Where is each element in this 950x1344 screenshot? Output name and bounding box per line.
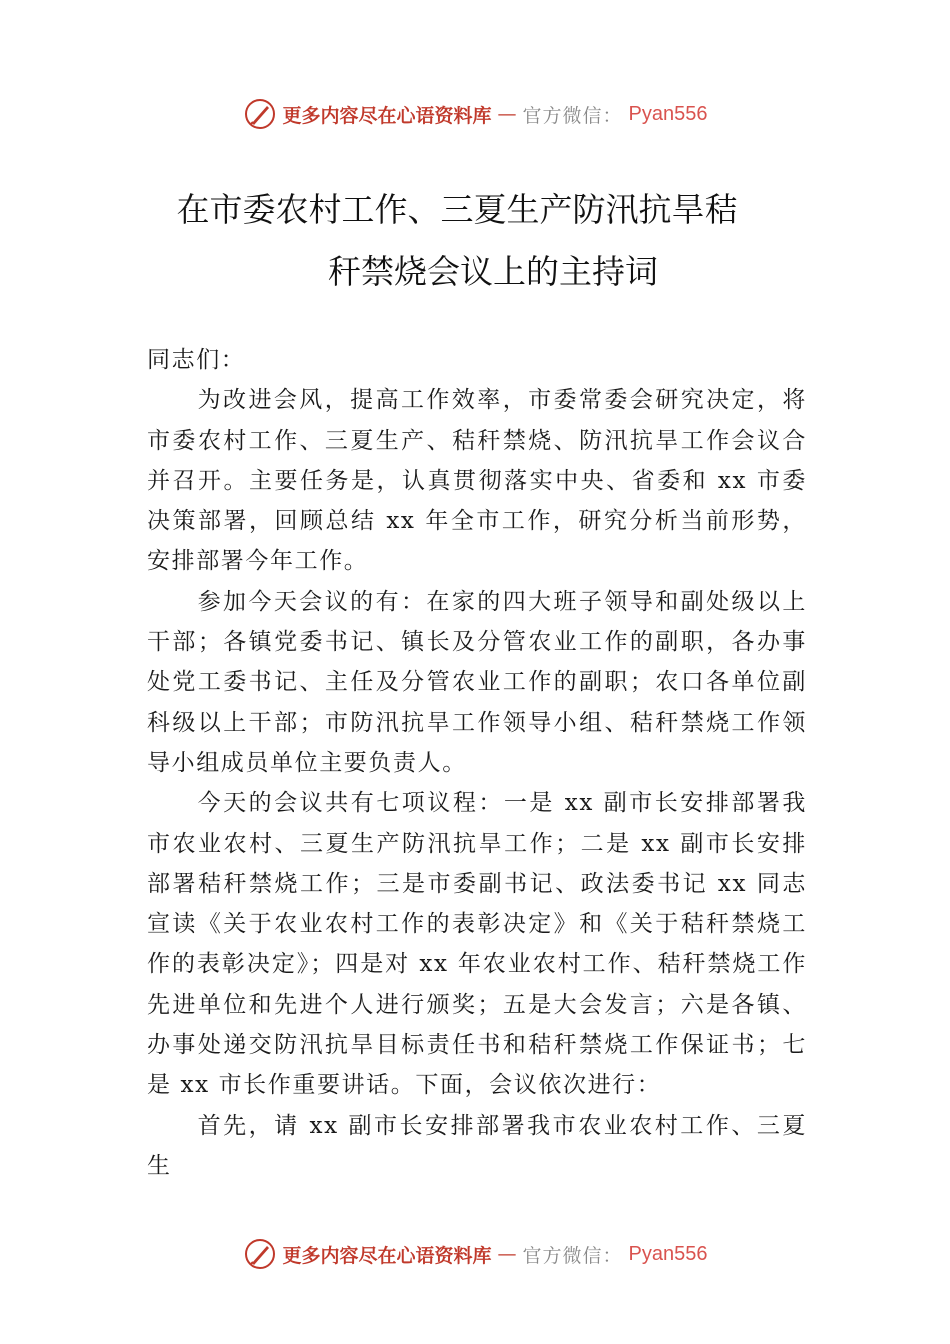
banner-wechat-label: 官方微信：: [522, 1244, 623, 1267]
document-title-line-2: 秆禁烧会议上的主持词: [328, 252, 658, 291]
footer-banner: [0, 1232, 950, 1276]
quill-pen-logo-icon: [243, 1237, 277, 1271]
banner-wechat-id: Pyan556: [628, 102, 708, 125]
paragraph: 首先，请 xx 副市长安排部署我市农业农村工作、三夏生: [147, 1112, 807, 1179]
banner-dash: —: [497, 1243, 517, 1265]
document-body: [147, 340, 807, 1186]
document-title-line-1: 在市委农村工作、三夏生产防汛抗旱秸: [176, 190, 738, 229]
banner-wechat-id: Pyan556: [628, 1242, 708, 1265]
banner-dash: —: [497, 103, 517, 125]
header-banner: [0, 92, 950, 136]
salutation: 同志们：: [147, 347, 246, 373]
paragraph: 为改进会风，提高工作效率，市委常委会研究决定，将市委农村工作、三夏生产、秸秆禁烧、防汛抗旱工作会议合并召开。主要任务是，认真贯彻落实中央、省委和 xx 市委决策部署，回顾总结 xx 年全市工作，研究分析当前形势，安排部署今年工作。: [147, 387, 807, 575]
banner-site-name: 更多内容尽在心语资料库: [282, 104, 492, 127]
banner-wechat-label: 官方微信：: [522, 104, 623, 127]
quill-pen-logo-icon: [243, 97, 277, 131]
banner-site-name: 更多内容尽在心语资料库: [282, 1244, 492, 1267]
paragraph: 今天的会议共有七项议程：一是 xx 副市长安排部署我市农业农村、三夏生产防汛抗旱工作；二是 xx 副市长安排部署秸秆禁烧工作；三是市委副书记、政法委书记 xx 同志宣读《关于农业农村工作的表彰决定》和《关于秸秆禁烧工作的表彰决定》；四是对 xx 年农业农村工作、秸秆禁烧工作先进单位和先进个人进行颁奖；五是大会发言；六是各镇、办事处递交防汛抗旱目标责任书和秸秆禁烧工作保证书；七是 xx 市长作重要讲话。下面，会议依次进行：: [147, 790, 807, 1099]
paragraph: 参加今天会议的有：在家的四大班子领导和副处级以上干部；各镇党委书记、镇长及分管农业工作的副职，各办事处党工委书记、主任及分管农业工作的副职；农口各单位副科级以上干部；市防汛抗旱工作领导小组、秸秆禁烧工作领导小组成员单位主要负责人。: [147, 588, 807, 776]
